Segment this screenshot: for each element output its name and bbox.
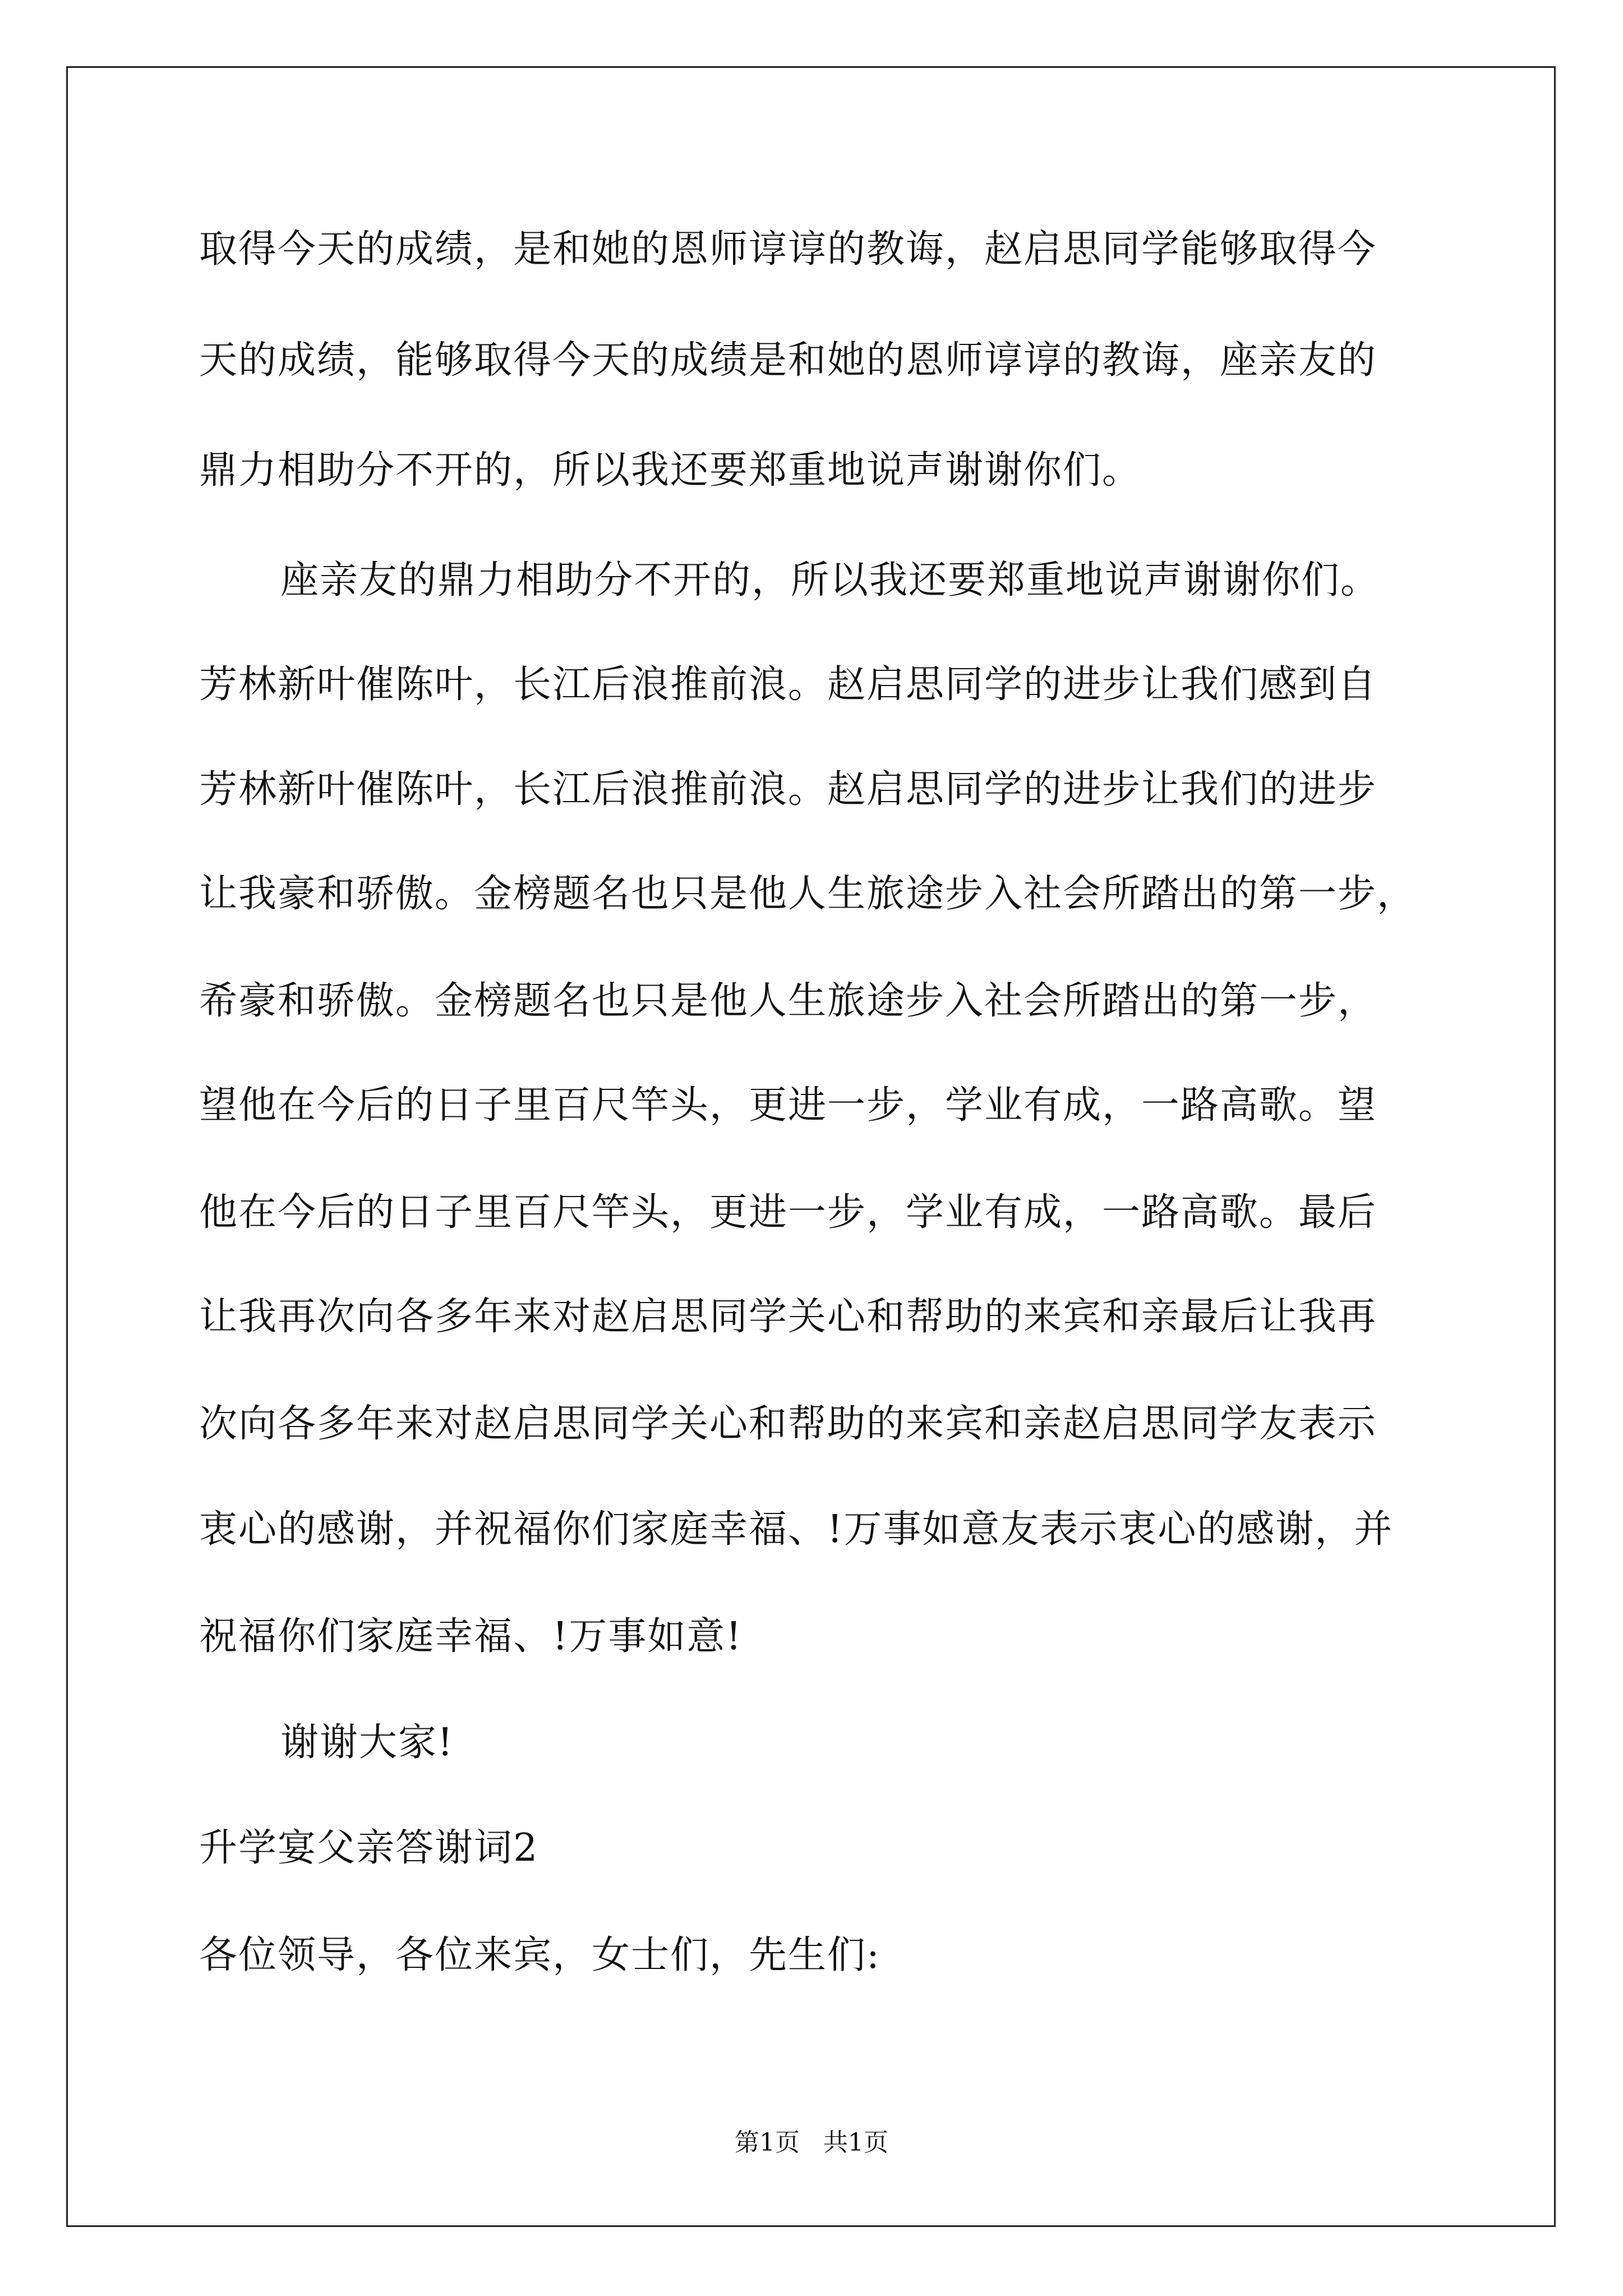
body-line-15: 谢谢大家!: [280, 1720, 454, 1765]
body-line-2: 天的成绩，能够取得今天的成绩是和她的恩师谆谆的教诲，座亲友的: [199, 338, 1377, 383]
body-line-8: 希豪和骄傲。金榜题名也只是他人生旅途步入社会所踏出的第一步，: [199, 979, 1377, 1023]
body-line-5: 芳林新叶催陈叶，长江后浪推前浪。赵启思同学的进步让我们感到自: [199, 662, 1377, 707]
page-border: [66, 66, 1556, 2227]
body-line-6: 芳林新叶催陈叶，长江后浪推前浪。赵启思同学的进步让我们的进步: [199, 767, 1377, 812]
body-line-11: 让我再次向各多年来对赵启思同学关心和帮助的来宾和亲最后让我再: [199, 1295, 1377, 1339]
body-line-1: 取得今天的成绩，是和她的恩师谆谆的教诲，赵启思同学能够取得今: [199, 227, 1377, 272]
body-line-9: 望他在今后的日子里百尺竿头，更进一步，学业有成，一路高歌。望: [199, 1083, 1377, 1128]
section-title: 升学宴父亲答谢词2: [199, 1826, 539, 1870]
body-line-12: 次向各多年来对赵启思同学关心和帮助的来宾和亲赵启思同学友表示: [199, 1402, 1377, 1446]
salutation-line: 各位领导，各位来宾，女士们，先生们:: [199, 1933, 880, 1977]
body-line-10: 他在今后的日子里百尺竿头，更进一步，学业有成，一路高歌。最后: [199, 1190, 1377, 1235]
body-line-14: 祝福你们家庭幸福、!万事如意!: [199, 1614, 743, 1659]
body-line-13: 衷心的感谢，并祝福你们家庭幸福、!万事如意友表示衷心的感谢，并: [199, 1507, 1394, 1552]
page-footer: 第1页 共1页: [735, 2128, 888, 2157]
body-line-7: 让我豪和骄傲。金榜题名也只是他人生旅途步入社会所踏出的第一步，: [199, 872, 1417, 916]
body-line-3: 鼎力相助分不开的，所以我还要郑重地说声谢谢你们。: [199, 448, 1142, 493]
body-line-4: 座亲友的鼎力相助分不开的，所以我还要郑重地说声谢谢你们。: [280, 558, 1380, 602]
